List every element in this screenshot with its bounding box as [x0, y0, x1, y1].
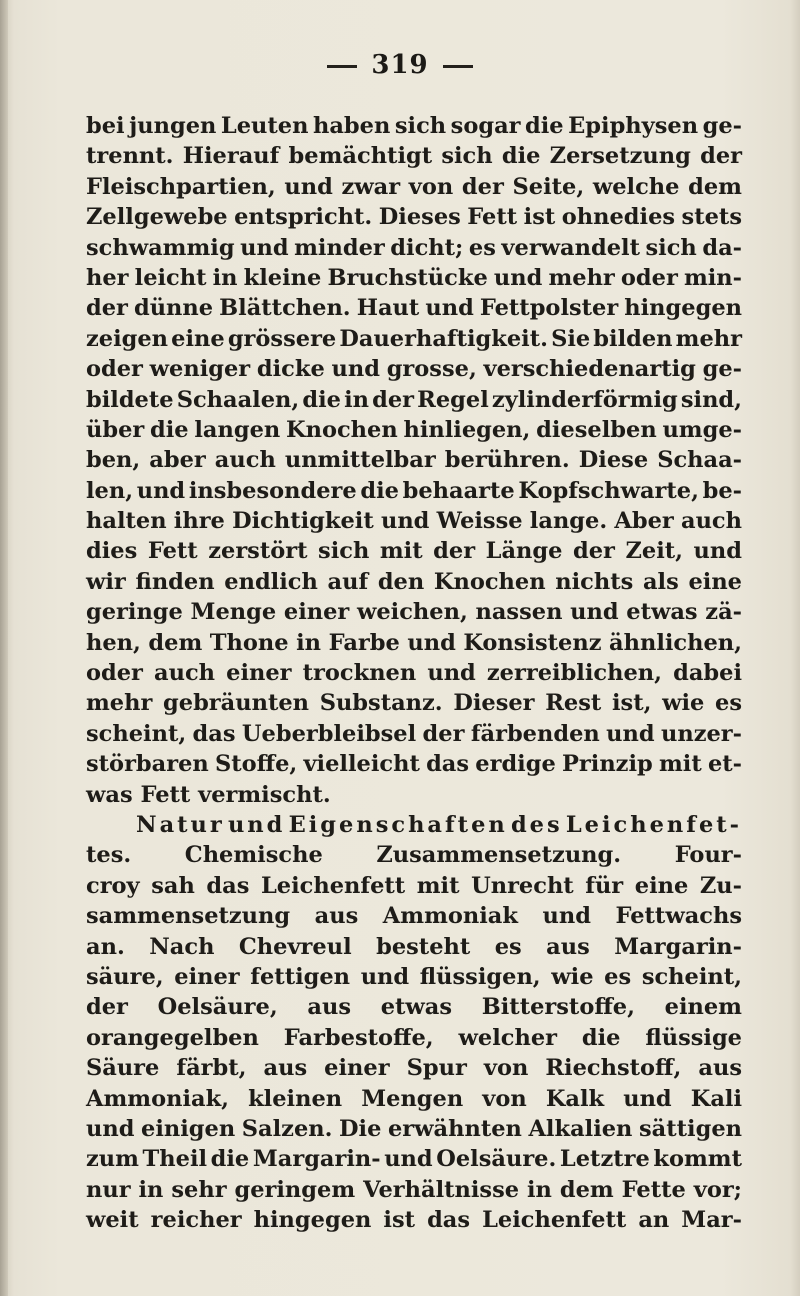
- text-line: orangegelben Farbestoffe, welcher die flüssige: [86, 1024, 742, 1051]
- text-line: Säure färbt, aus einer Spur von Riechstoff, aus: [86, 1055, 742, 1082]
- text-line: oder weniger dicke und grosse, verschiedenartig ge-: [86, 356, 742, 383]
- page-number: 319: [371, 50, 429, 80]
- text-line: geringe Menge einer weichen, nassen und etwas zä-: [86, 599, 742, 626]
- text-line: Zellgewebe entspricht. Dieses Fett ist ohnedies stets: [86, 204, 742, 231]
- text-line: wir finden endlich auf den Knochen nichts als eine: [86, 568, 742, 595]
- text-line: an. Nach Chevreul besteht es aus Margarin-: [86, 933, 742, 960]
- text-line: trennt. Hierauf bemächtigt sich die Zersetzung der: [86, 143, 742, 170]
- text-line: schwammig und minder dicht; es verwandelt sich da-: [86, 234, 742, 261]
- right-dash: [443, 65, 473, 68]
- text-line: Ammoniak, kleinen Mengen von Kalk und Kali: [86, 1085, 742, 1112]
- text-line: scheint, das Ueberbleibsel der färbenden und unzer-: [86, 720, 742, 747]
- text-line: störbaren Stoffe, vielleicht das erdige Prinzip mit et-: [86, 751, 742, 778]
- text-line: zeigen eine grössere Dauerhaftigkeit. Sie bilden mehr: [86, 325, 742, 352]
- text-line: dies Fett zerstört sich mit der Länge der Zeit, und: [86, 538, 742, 565]
- body-text: [86, 111, 742, 1235]
- section-heading-line: Natur und Eigenschaften des Leichenfet-: [136, 811, 742, 838]
- text-line: über die langen Knochen hinliegen, dieselben umge-: [86, 416, 742, 443]
- text-line: tes. Chemische Zusammensetzung. Four-: [86, 842, 742, 869]
- text-line: croy sah das Leichenfett mit Unrecht für eine Zu-: [86, 872, 742, 899]
- text-line: der Oelsäure, aus etwas Bitterstoffe, einem: [86, 994, 742, 1021]
- text-line: ben, aber auch unmittelbar berühren. Diese Schaa-: [86, 447, 742, 474]
- text-line: oder auch einer trocknen und zerreiblichen, dabei: [86, 660, 742, 687]
- text-line: bei jungen Leuten haben sich sogar die Epiphysen ge-: [86, 113, 742, 139]
- text-line: bildete Schaalen, die in der Regel zylinderförmig sind,: [86, 386, 742, 413]
- page-header: [0, 50, 800, 80]
- text-line: säure, einer fettigen und flüssigen, wie es scheint,: [86, 963, 742, 990]
- text-line: halten ihre Dichtigkeit und Weisse lange. Aber auch: [86, 508, 742, 535]
- left-dash: [327, 65, 357, 68]
- text-line: und einigen Salzen. Die erwähnten Alkalien sättigen: [86, 1115, 742, 1142]
- paragraph-end-line: was Fett vermischt.: [86, 781, 331, 808]
- text-line: Fleischpartien, und zwar von der Seite, welche dem: [86, 173, 742, 200]
- text-line: sammensetzung aus Ammoniak und Fettwachs: [86, 903, 742, 930]
- text-line: hen, dem Thone in Farbe und Konsistenz ähnlichen,: [86, 629, 742, 656]
- text-line: her leicht in kleine Bruchstücke und mehr oder min-: [86, 264, 742, 291]
- text-line: nur in sehr geringem Verhältnisse in dem Fette vor;: [86, 1176, 742, 1203]
- text-line: weit reicher hingegen ist das Leichenfett an Mar-: [86, 1207, 742, 1234]
- text-line: zum Theil die Margarin- und Oelsäure. Letztre kommt: [86, 1146, 742, 1173]
- text-line: der dünne Blättchen. Haut und Fettpolster hingegen: [86, 295, 742, 322]
- text-line: mehr gebräunten Substanz. Dieser Rest ist, wie es: [86, 690, 742, 717]
- text-line: len, und insbesondere die behaarte Kopfschwarte, be-: [86, 477, 742, 504]
